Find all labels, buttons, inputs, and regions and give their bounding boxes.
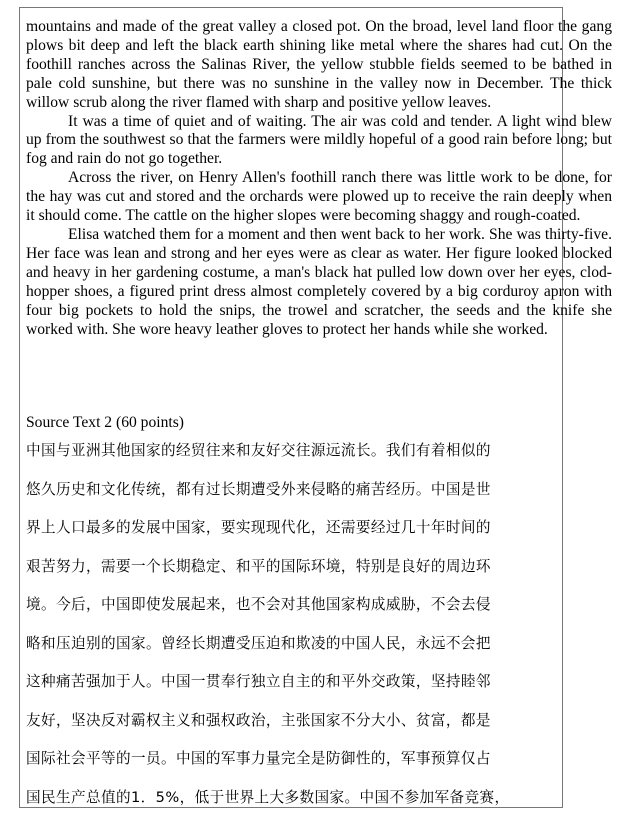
source-text-1 [26, 18, 612, 339]
paragraph-2: It was a time of quiet and of waiting. The air was cold and tender. A light wind blew up from the southwest so that the farmers were mildly hopeful of a good rain before long; but fog and rain do not go together. [26, 112, 612, 168]
chinese-line: 国民生产总值的1．5%，低于世界上大多数国家。中国不参加军备竞赛， [26, 788, 510, 806]
chinese-line: 界上人口最多的发展中国家，要实现现代化，还需要经过几十年时间的 [26, 519, 491, 536]
paragraph-1: mountains and made of the great valley a closed pot. On the broad, level land floor the gang plows bit deep and left the black earth shining like metal where the shares had cut. On the foothill ranches across the Salinas River, the yellow stubble fields seemed to be bathed in pale cold sunshine, but there was no sunshine in the valley now in December. The thick willow scrub along the river flamed with sharp and positive yellow leaves. [26, 18, 612, 111]
chinese-line: 这种痛苦强加于人。中国一贯奉行独立自主的和平外交政策，坚持睦邻 [26, 673, 491, 690]
chinese-line: 中国与亚洲其他国家的经贸往来和友好交往源远流长。我们有着相似的 [26, 442, 491, 459]
paragraph-3: Across the river, on Henry Allen's foothill ranch there was little work to be done, for the hay was cut and stored and the orchards were plowed up to receive the rain deeply when it should come. The cattle on the higher slopes were becoming shaggy and rough-coated. [26, 169, 612, 225]
chinese-line: 友好，坚决反对霸权主义和强权政治，主张国家不分大小、贫富，都是 [26, 711, 491, 729]
paragraph-4: Elisa watched them for a moment and then went back to her work. She was thirty-five. Her face was lean and strong and her eyes were as clear as water. Her figure looked blocked and heavy in her gardening costume, a man's black hat pulled low down over her eyes, clod-hopper shoes, a figured print dress almost completely covered by a big corduroy apron with four big pockets to hold the snips, the trowel and scratcher, the seeds and the knife she worked with. She wore heavy leather gloves to protect her hands while she worked. [26, 225, 612, 338]
chinese-line: 境。今后，中国即使发展起来，也不会对其他国家构成威胁，不会去侵 [26, 596, 491, 613]
chinese-line: 略和压迫别的国家。曾经长期遭受压迫和欺凌的中国人民，永远不会把 [26, 634, 491, 652]
source-text-2-heading: Source Text 2 (60 points) [26, 414, 185, 431]
chinese-line: 悠久历史和文化传统，都有过长期遭受外来侵略的痛苦经历。中国是世 [26, 480, 491, 498]
source-text-2 [26, 439, 550, 824]
chinese-line: 艰苦努力，需要一个长期稳定、和平的国际环境，特别是良好的周边环 [26, 557, 491, 575]
chinese-line: 国际社会平等的一员。中国的军事力量完全是防御性的，军事预算仅占 [26, 750, 491, 767]
